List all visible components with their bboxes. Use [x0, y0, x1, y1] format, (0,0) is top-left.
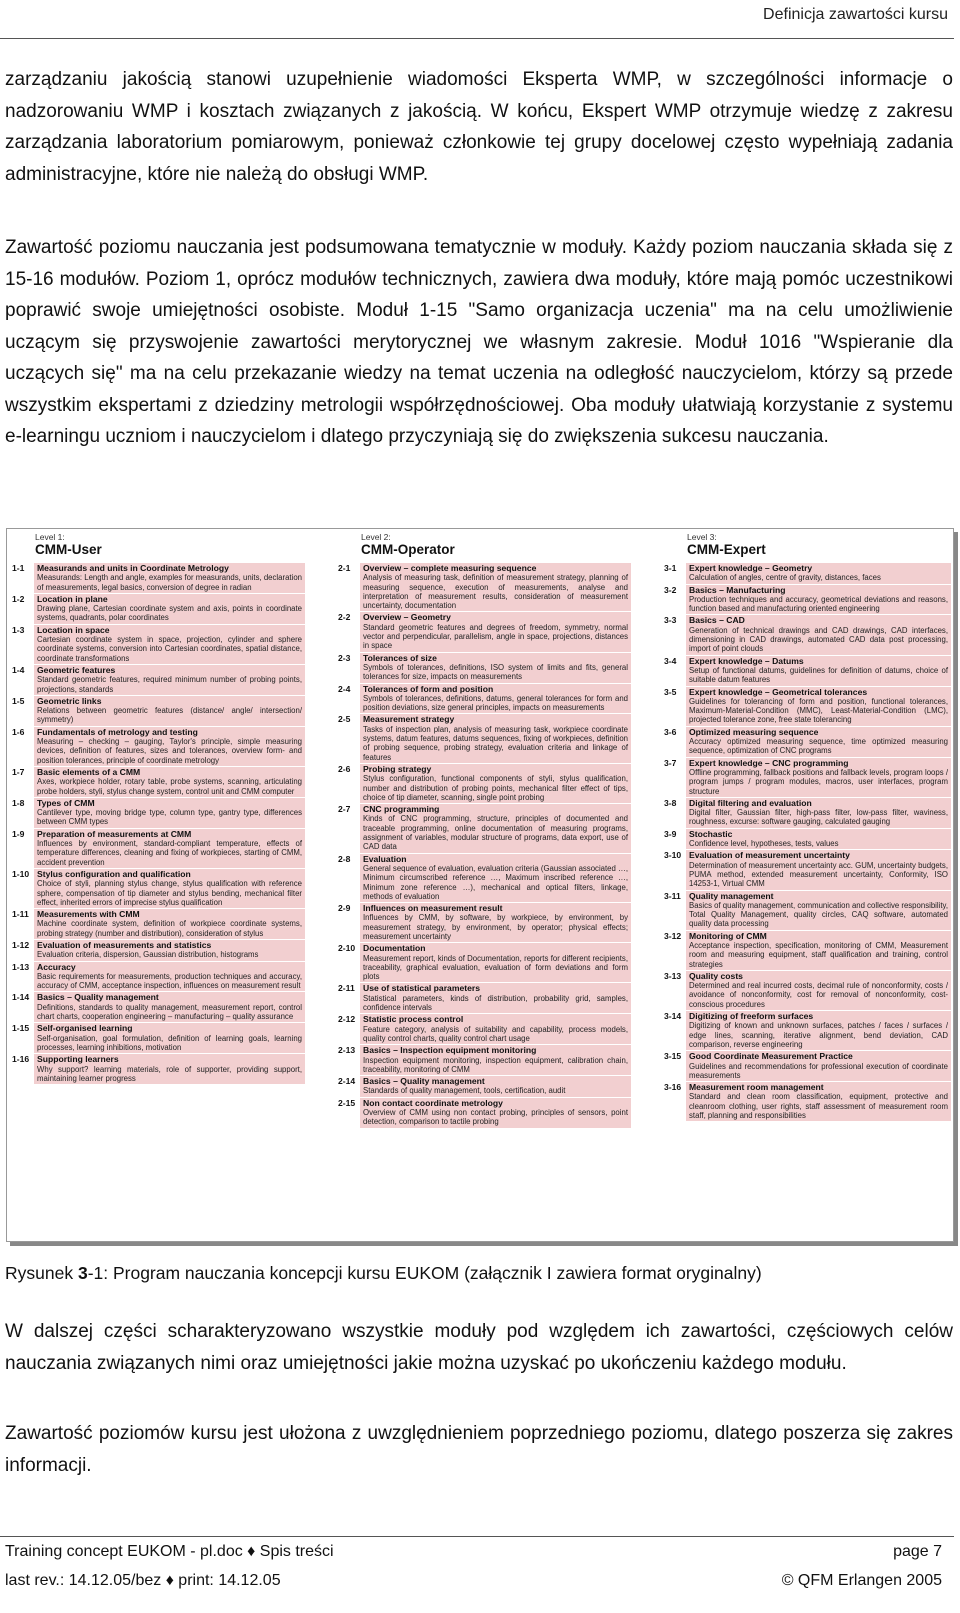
module-number: 3-9 [664, 828, 677, 839]
module-description: Production techniques and accuracy, geometrical deviations and reasons, function based and manufacturing oriented engineering [689, 594, 948, 614]
module-box [34, 992, 305, 1022]
module-box [34, 909, 305, 939]
module-item [9, 798, 305, 828]
module-title: Measurands and units in Coordinate Metrology [37, 563, 229, 573]
module-description: Inspection equipment monitoring, inspection equipment, calibration chain, traceability, monitoring of CMM [363, 1055, 628, 1074]
module-box [686, 615, 951, 654]
module-description: Basics of quality management, communication and collective responsibility, Total Quality Management, quality circles, CAQ software, automated quality data processing [689, 900, 949, 929]
module-description: Analysis of measuring task, definition of measurement strategy, planning of measuring sequence, execution of measurements, analyse and interpretation of measurement results, consideration of measurement uncertainty, documentation [363, 573, 628, 611]
module-title: Types of CMM [37, 797, 95, 808]
module-number: 2-12 [338, 1014, 356, 1025]
module-title: CNC programming [363, 804, 440, 815]
module-item [9, 869, 305, 908]
module-number: 1-15 [12, 1023, 30, 1034]
module-title: Location in plane [37, 593, 108, 604]
module-item [661, 563, 951, 584]
module-title: Stylus configuration and qualification [37, 868, 191, 879]
module-number: 2-5 [338, 714, 351, 725]
module-title: Geometric features [37, 664, 116, 675]
module-item [335, 1098, 631, 1128]
module-number: 2-6 [338, 763, 351, 774]
module-item [661, 1051, 951, 1081]
module-box [34, 625, 305, 664]
module-description: Feature category, analysis of suitability and capability, process models, quality control charts, quality control chart usage [363, 1024, 628, 1043]
module-number: 2-7 [338, 804, 351, 815]
module-title: Overview – complete measuring sequence [363, 563, 537, 573]
module-box [686, 971, 951, 1010]
module-number: 3-12 [664, 930, 682, 941]
module-item [661, 727, 951, 757]
module-number: 3-1 [664, 563, 677, 573]
module-title: Location in space [37, 624, 110, 635]
module-item [661, 971, 951, 1010]
module-box [686, 891, 951, 930]
module-box [360, 1045, 631, 1075]
module-description: Measuring – checking – gauging, Taylor's principle, simple measuring devices, definition of features, sizes and tolerances, overview form- and position tolerances, principle of coordinate metrology [37, 737, 302, 765]
module-item [335, 804, 631, 852]
module-box [34, 798, 305, 828]
module-box [360, 804, 631, 852]
module-description: Influences by environment, standard-compliant temperature, effects of temperature differences, cleaning and fixing of workpieces, starting of CMM, accident prevention [37, 839, 302, 867]
module-title: Preparation of measurements at CMM [37, 828, 192, 839]
module-description: Relations between geometric features (distance/ angle/ intersection/ symmetry) [37, 706, 302, 725]
module-box [686, 687, 951, 726]
module-item [661, 850, 951, 889]
module-title: Geometric links [37, 695, 102, 706]
module-item [661, 585, 951, 615]
module-title: Probing strategy [363, 763, 432, 774]
module-description: Influences by CMM, by software, by workpiece, by environment, by measurement strategy, by environment, by operator; physical effects; measurement uncertainty [363, 913, 628, 941]
module-description: Why support? learning materials, role of supporter, providing support, maintaining learner progress [37, 1064, 302, 1083]
module-title: Digitizing of freeform surfaces [689, 1011, 814, 1022]
module-description: Statistical parameters, kinds of distribution, probability grid, samples, confidence intervals [363, 993, 628, 1013]
module-description: Standard geometric features, required minimum number of probing points, projections, standards [37, 675, 302, 694]
module-description: Guidelines for tolerancing of form and position, functional tolerances, Maximum-Material-Condition (MMC), Least-Material-Condition (LMC), projected tolerance zone, free state tolerancing [689, 696, 948, 725]
module-description: Machine coordinate system, definition of workpiece coordinate systems, probing strategy (number and distribution), consideration of stylus [37, 919, 302, 938]
module-item [335, 983, 631, 1013]
module-description: Cartesian coordinate system in space, projection, cylinder and sphere coordinate systems, conversion into Cartesian coordinates, spatial distance, coordinate transformations [37, 635, 302, 663]
module-box [686, 758, 951, 797]
module-item [661, 829, 951, 850]
module-item [9, 727, 305, 766]
module-item [9, 940, 305, 961]
module-title: Basics – Quality management [363, 1076, 485, 1087]
module-item [335, 854, 631, 902]
module-description: Standard and clean room classification, equipment, protective and cleanroom clothing, user rights, staff assessment of measurement room staff, planning and responsibilities [689, 1092, 948, 1121]
figure-caption [5, 1263, 762, 1284]
module-item [9, 594, 305, 624]
module-description: Digitizing of known and unknown surfaces, patches / faces / surfaces / edge lines, scanning, iterative alignment, bend deviation, CAD comparison, reverse engineering [689, 1021, 948, 1049]
module-box [34, 696, 305, 726]
module-item [335, 684, 631, 714]
module-description: Evaluation criteria, dispersion, Gaussian distribution, histograms [37, 950, 259, 960]
module-box [686, 829, 951, 850]
body-paragraph-1: zarządzaniu jakością stanowi uzupełnienie wiadomości Eksperta WMP, w szczególności informacje o nadzorowaniu WMP i kosztach związanych z jakością. W końcu, Ekspert WMP otrzymuje wiedzę z zakresu zarządzania laboratorium pomiarowym, ponieważ członkowie tej grupy docelowej często wypełniają zadania administracyjne, które nie należą do obsługi WMP. [5, 69, 953, 185]
module-description: Self-organisation, goal formulation, definition of learning goals, learning processes, learning inhibitions, motivation [37, 1033, 302, 1052]
module-item [335, 1076, 631, 1097]
module-number: 2-13 [338, 1045, 356, 1056]
level-1-column [9, 529, 305, 1241]
module-item [335, 1045, 631, 1075]
module-number: 1-4 [12, 664, 25, 675]
module-item [661, 758, 951, 797]
level-label: Level 1: [35, 532, 65, 542]
module-description: Calculation of angles, centre of gravity, distances, faces [689, 573, 881, 583]
body-paragraph-4: Zawartość poziomów kursu jest ułożona z uwzględnieniem poprzedniego poziomu, dlatego poszerza się zakres informacji. [5, 1423, 953, 1476]
module-number: 1-9 [12, 828, 25, 839]
module-description: Accuracy optimized measuring sequence, time optimized measuring sequence, optimization of CNC programs [689, 737, 948, 756]
module-box [686, 1011, 951, 1050]
module-description: Overview of CMM using non contact probing, principles of sensors, point detection, comparison to tactile probing [363, 1108, 628, 1127]
module-title: Basics – Manufacturing [689, 584, 786, 595]
level-label: Level 2: [361, 532, 391, 542]
module-title: Digital filtering and evaluation [689, 797, 812, 808]
module-title: Statistic process control [363, 1014, 464, 1025]
module-box [686, 656, 951, 686]
module-title: Documentation [363, 943, 426, 954]
module-description: Guidelines and recommendations for professional execution of coordinate measurements [689, 1061, 948, 1080]
module-title: Tolerances of size [363, 652, 437, 663]
module-description: Confidence level, hypotheses, tests, values [689, 839, 839, 849]
module-box [360, 1014, 631, 1044]
module-item [335, 653, 631, 683]
module-description: Kinds of CNC programming, structure, principles of documented and traceable programming, online documentation of measuring programs, assignment of variables, modular structure of programs, data export, use of CAD data [363, 814, 628, 852]
module-box [686, 585, 951, 615]
module-title: Basics – CAD [689, 615, 745, 626]
module-box [360, 563, 631, 611]
module-description: Axes, workpiece holder, rotary table, probe systems, scanning, articulating probe holders, styli, stylus change system, control unit and CMM computer [37, 777, 302, 796]
module-number: 1-6 [12, 726, 25, 737]
level-label: Level 3: [687, 532, 717, 542]
module-description: Determination of measurement uncertainty acc. GUM, uncertainty budgets, PUMA method, extended measurement uncertainty, Conformity, ISO 14253-1, Virtual CMM [689, 860, 948, 889]
module-title: Optimized measuring sequence [689, 726, 819, 737]
module-box [360, 1076, 631, 1097]
module-item [661, 1082, 951, 1121]
module-number: 2-14 [338, 1076, 356, 1087]
module-description: Generation of technical drawings and CAD drawings, CAD interfaces, dimensioning in CAD drawings, automated CAD data post processing, import of point clouds [689, 625, 948, 654]
module-number: 2-3 [338, 652, 351, 663]
module-box [360, 653, 631, 683]
module-description: Digital filter, Gaussian filter, high-pass filter, low-pass filter, waviness, roughness, excurse: software gauging, calculated gauging [689, 808, 948, 827]
module-description: Basic requirements for measurements, production techniques and accuracy, accuracy of CMM, acceptance inspection, influences on measurement result [37, 971, 302, 991]
module-description: Definitions, standards to quality management, measurement report, control chart charts, cooperation engineering – manufacturing – quality assurance [37, 1002, 302, 1022]
module-box [686, 850, 951, 889]
module-number: 2-2 [338, 612, 351, 623]
module-box [686, 563, 951, 584]
module-item [9, 625, 305, 664]
module-title: Quality costs [689, 970, 743, 981]
module-number: 1-7 [12, 766, 25, 777]
module-box [34, 869, 305, 908]
module-description: Choice of styli, planning stylus change, stylus qualification with reference sphere, compensation of tip diameter and stylus bending, mechanical filter effect, inherited errors of imprecise stylus qualification [37, 879, 302, 907]
module-number: 1-3 [12, 624, 25, 635]
page-header [0, 0, 954, 39]
module-description: Tasks of inspection plan, analysis of measuring task, workpiece coordinate systems, datum features, datums sequences, fixing of workpieces, definition of probing sequence, probing strategy, evaluation criteria and linkage of features [363, 724, 628, 762]
module-title: Fundamentals of metrology and testing [37, 726, 198, 737]
module-box [686, 931, 951, 970]
module-item [335, 612, 631, 651]
module-number: 1-5 [12, 695, 25, 706]
module-item [335, 714, 631, 762]
module-box [34, 665, 305, 695]
module-title: Tolerances of form and position [363, 683, 494, 694]
module-number: 3-15 [664, 1051, 682, 1062]
module-number: 3-14 [664, 1011, 682, 1022]
module-number: 3-7 [664, 757, 677, 768]
module-box [34, 829, 305, 868]
module-number: 2-15 [338, 1097, 356, 1108]
module-description: Measurands: Length and angle, examples for measurands, units, declaration of measurements, legal basics, conversion of degree in radian [37, 573, 302, 592]
module-number: 1-12 [12, 939, 30, 950]
module-box [34, 563, 305, 593]
module-box [34, 767, 305, 797]
module-title: Monitoring of CMM [689, 930, 767, 941]
module-box [34, 1023, 305, 1053]
module-number: 1-8 [12, 797, 25, 808]
module-item [335, 1014, 631, 1044]
module-item [9, 563, 305, 593]
module-number: 3-4 [664, 655, 677, 666]
module-number: 2-10 [338, 943, 356, 954]
body-paragraph-2: Zawartość poziomu nauczania jest podsumowana tematycznie w moduły. Każdy poziom nauczania składa się z 15-16 modułów. Poziom 1, oprócz modułów technicznych, zawiera dwa moduły, które mają pomóc uczestnikowi poprawić swoje umiejętności osobiste. Moduł 1-15 "Samo organizacja uczenia" ma na celu umożliwienie uczącym się przyswojenie zawartości merytorycznej we własnym zakresie. Moduł 1016 "Wspieranie dla uczących się" ma na celu przekazanie wiedzy na temat uczenia na odległość nauczycielom, którzy są przede wszystkim ekspertami z dziedziny metrologii współrzędnościowej. Oba moduły ułatwiają korzystanie z systemu e-learningu uczniom i nauczycielom i dlatego przyczyniają się do zwiększenia sukcesu nauczania. [5, 237, 953, 447]
module-number: 1-14 [12, 992, 30, 1003]
module-title: Supporting learners [37, 1054, 119, 1065]
module-item [9, 992, 305, 1022]
level-title: CMM-Expert [687, 542, 766, 557]
module-box [686, 798, 951, 828]
footer-copyright: © QFM Erlangen 2005 [781, 1572, 942, 1589]
module-item [9, 909, 305, 939]
module-title: Evaluation of measurements and statistics [37, 939, 212, 950]
level-title: CMM-Operator [361, 542, 455, 557]
module-title: Influences on measurement result [363, 903, 503, 914]
module-title: Basics – Quality management [37, 992, 159, 1003]
module-number: 1-16 [12, 1054, 30, 1065]
module-title: Non contact coordinate metrology [363, 1097, 503, 1108]
module-box [34, 594, 305, 624]
module-item [9, 696, 305, 726]
module-box [360, 903, 631, 942]
module-item [335, 903, 631, 942]
module-box [34, 940, 305, 961]
module-item [335, 563, 631, 611]
module-item [9, 767, 305, 797]
module-box [360, 854, 631, 902]
body-paragraph-3: W dalszej części scharakteryzowano wszystkie moduły pod względem ich zawartości, częściowych celów nauczania związanych nimi oraz umiejętności jakie można uzyskać po ukończeniu każdego modułu. [5, 1321, 953, 1374]
module-title: Stochastic [689, 828, 733, 839]
level-2-column [335, 529, 631, 1241]
module-item [661, 891, 951, 930]
module-description: Offline programming, fallback positions and fallback levels, program loops / program jumps / program modules, macros, user interfaces, program structure [689, 767, 948, 796]
module-box [686, 1082, 951, 1121]
module-title: Overview – Geometry [363, 612, 451, 623]
module-description: Standard geometric features and degrees of freedom, symmetry, normal vector and perpendicular, parallelism, angle in space, projections, distances in space [363, 622, 628, 651]
module-title: Measurements with CMM [37, 909, 140, 920]
module-description: General sequence of evaluation, evaluation criteria (Gaussian associated …, Minimum circumscribed reference …, Maximum inscribed reference …, Minimum zone reference …), mechanical and optical filters, linkage, methods of evaluation [363, 863, 628, 901]
module-title: Self-organised learning [37, 1023, 133, 1034]
curriculum-figure [6, 528, 954, 1242]
module-number: 2-1 [338, 563, 351, 573]
module-item [661, 615, 951, 654]
module-title: Evaluation of measurement uncertainty [689, 850, 850, 861]
module-item [661, 1011, 951, 1050]
module-title: Expert knowledge – Datums [689, 655, 804, 666]
module-title: Good Coordinate Measurement Practice [689, 1051, 853, 1062]
module-item [9, 1023, 305, 1053]
module-box [360, 983, 631, 1013]
module-box [686, 727, 951, 757]
module-description: Stylus configuration, functional components of styli, stylus qualification, number and distribution of probing points, mechanical filter effect of tips, choice of tip diameter, scanning, single point probing [363, 774, 628, 802]
module-description: Symbols of tolerances, definitions, ISO system of limits and fits, general tolerances for size, impacts on measurements [363, 662, 628, 682]
module-title: Evaluation [363, 853, 407, 864]
module-number: 2-9 [338, 903, 351, 914]
module-item [9, 665, 305, 695]
module-description: Acceptance inspection, specification, monitoring of CMM, Measurement room and measuring equipment, staff qualification and training, control strategies [689, 940, 948, 969]
page-footer [0, 1536, 954, 1589]
module-number: 3-11 [664, 890, 681, 901]
level-3-column [661, 529, 951, 1241]
module-item [661, 798, 951, 828]
module-description: Measurement report, kinds of Documentation, reports for different recipients, traceability, graphical evaluation, evaluation of form deviations and form plots [363, 953, 628, 982]
module-number: 3-5 [664, 686, 677, 697]
module-box [360, 1098, 631, 1128]
caption-prefix: Rysunek [5, 1263, 78, 1283]
caption-number: 3 [77, 1263, 88, 1283]
module-title: Basics – Inspection equipment monitoring [363, 1045, 537, 1056]
module-item [9, 829, 305, 868]
module-number: 3-2 [664, 584, 677, 595]
module-box [360, 764, 631, 803]
module-item [661, 687, 951, 726]
module-number: 1-2 [12, 593, 25, 604]
module-number: 1-10 [12, 868, 30, 879]
module-box [34, 727, 305, 766]
module-description: Standards of quality management, tools, certification, audit [363, 1086, 566, 1096]
module-description: Drawing plane, Cartesian coordinate system and axis, points in coordinate systems, quadrants, polar coordinates [37, 604, 302, 623]
module-number: 3-16 [664, 1082, 682, 1093]
footer-document-name: Training concept EUKOM - pl.doc ♦ Spis treści [5, 1543, 334, 1560]
header-title: Definicja zawartości kursu [763, 6, 948, 23]
module-item [661, 656, 951, 686]
module-description: Setup of functional datums, guidelines for definition of datums, choice of suitable datum features [689, 665, 948, 685]
footer-revision: last rev.: 14.12.05/bez ♦ print: 14.12.05 [5, 1572, 281, 1589]
module-box [360, 714, 631, 762]
module-box [360, 684, 631, 714]
module-item [335, 943, 631, 982]
module-item [335, 764, 631, 803]
module-title: Basic elements of a CMM [37, 766, 141, 777]
module-box [360, 943, 631, 982]
module-box [34, 1054, 305, 1084]
module-box [686, 1051, 951, 1081]
module-description: Symbols of tolerances, definitions, datums, general tolerances for form and position deviations, size general principles, impacts on measurements [363, 693, 628, 713]
module-number: 3-10 [664, 850, 682, 861]
footer-page-number: page 7 [893, 1543, 942, 1560]
module-title: Measurement room management [689, 1082, 824, 1093]
module-title: Expert knowledge – CNC programming [689, 757, 849, 768]
module-title: Accuracy [37, 961, 76, 972]
module-title: Expert knowledge – Geometrical tolerances [689, 686, 868, 697]
module-number: 3-6 [664, 726, 677, 737]
module-title: Measurement strategy [363, 714, 455, 725]
module-number: 2-4 [338, 683, 351, 694]
module-number: 2-11 [338, 983, 355, 994]
module-box [360, 612, 631, 651]
module-number: 3-3 [664, 615, 677, 626]
module-number: 2-8 [338, 853, 351, 864]
level-title: CMM-User [35, 542, 102, 557]
module-number: 1-11 [12, 909, 29, 920]
module-description: Determined and real incurred costs, decimal rule of nonconformity, costs / avoidance of nonconformity, cost for removal of nonconformity, cost-conscious procedures [689, 981, 948, 1009]
module-item [9, 1054, 305, 1084]
module-number: 1-13 [12, 961, 30, 972]
module-title: Quality management [689, 890, 774, 901]
module-number: 1-1 [12, 563, 25, 573]
module-number: 3-13 [664, 970, 682, 981]
module-box [34, 962, 305, 992]
module-item [9, 962, 305, 992]
module-title: Expert knowledge – Geometry [689, 563, 813, 573]
module-number: 3-8 [664, 797, 677, 808]
module-description: Cantilever type, moving bridge type, column type, gantry type, differences between CMM types [37, 808, 302, 827]
caption-text: -1: Program nauczania koncepcji kursu EUKOM (załącznik I zawiera format oryginalny) [87, 1263, 762, 1283]
module-item [661, 931, 951, 970]
module-title: Use of statistical parameters [363, 983, 481, 994]
